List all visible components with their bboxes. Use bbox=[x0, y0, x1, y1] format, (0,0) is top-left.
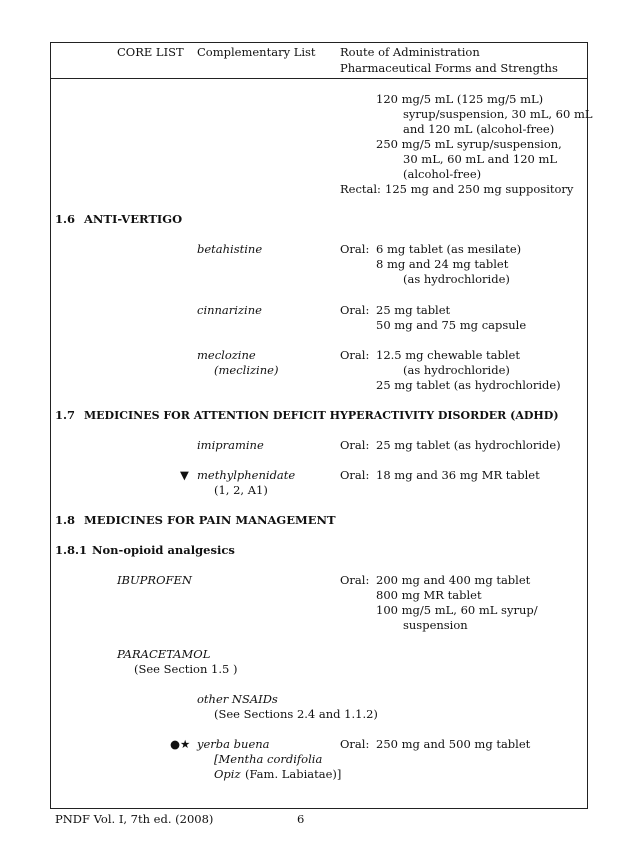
route-label: Oral: bbox=[340, 438, 370, 452]
latin-name: Opiz bbox=[214, 767, 241, 781]
section-number: 1.8 bbox=[55, 513, 76, 527]
header-route: Route of Administration bbox=[340, 45, 480, 59]
medicine-alt-name: (meclizine) bbox=[214, 363, 279, 377]
frame-tick bbox=[50, 300, 51, 310]
latin-name: [Mentha cordifolia bbox=[214, 752, 323, 766]
medicine-name: meclozine bbox=[197, 348, 256, 362]
form-line: (alcohol-free) bbox=[403, 167, 482, 181]
route-label: Oral: bbox=[340, 303, 370, 317]
medicine-name: methylphenidate bbox=[197, 468, 296, 482]
cross-reference: (See Section 1.5 ) bbox=[134, 662, 238, 676]
route-label: Oral: bbox=[340, 573, 370, 587]
medicine-name: PARACETAMOL bbox=[117, 647, 211, 661]
form-line: syrup/suspension, 30 mL, 60 mL bbox=[403, 107, 593, 121]
section-title: MEDICINES FOR ATTENTION DEFICIT HYPERACTIVITY DISORDER (ADHD) bbox=[84, 409, 559, 422]
route-label: Oral: bbox=[340, 242, 370, 256]
form-line: 250 mg and 500 mg tablet bbox=[376, 737, 531, 751]
form-line: (as hydrochloride) bbox=[403, 272, 510, 286]
form-line: 250 mg/5 mL syrup/suspension, bbox=[376, 137, 562, 151]
header-divider bbox=[50, 78, 588, 79]
header-core-list: CORE LIST bbox=[117, 45, 184, 59]
plant-family: (Fam. Labiatae)] bbox=[245, 767, 342, 781]
subsection-number: 1.8.1 bbox=[55, 543, 88, 557]
header-forms: Pharmaceutical Forms and Strengths bbox=[340, 61, 558, 75]
medicine-name: IBUPROFEN bbox=[117, 573, 192, 587]
form-line: 18 mg and 36 mg MR tablet bbox=[376, 468, 540, 482]
form-line: 50 mg and 75 mg capsule bbox=[376, 318, 527, 332]
form-line: 25 mg tablet (as hydrochloride) bbox=[376, 378, 561, 392]
form-line: 800 mg MR tablet bbox=[376, 588, 482, 602]
section-title: MEDICINES FOR PAIN MANAGEMENT bbox=[84, 513, 336, 527]
medicine-name: yerba buena bbox=[197, 737, 270, 751]
form-line: 25 mg tablet bbox=[376, 303, 451, 317]
subsection-title: Non-opioid analgesics bbox=[92, 543, 235, 557]
frame-tick bbox=[587, 300, 588, 310]
section-title: ANTI-VERTIGO bbox=[84, 212, 183, 226]
frame-tick bbox=[50, 624, 51, 634]
route-label: Oral: bbox=[340, 737, 370, 751]
medicine-note: (1, 2, A1) bbox=[214, 483, 268, 497]
form-line: 200 mg and 400 mg tablet bbox=[376, 573, 531, 587]
footer-publication: PNDF Vol. I, 7th ed. (2008) bbox=[55, 812, 214, 826]
medicine-name: imipramine bbox=[197, 438, 264, 452]
black-triangle-marker-icon: ▼ bbox=[180, 468, 189, 482]
route-label: Oral: bbox=[340, 348, 370, 362]
form-line: 125 mg and 250 mg suppository bbox=[385, 182, 574, 196]
medicine-name: betahistine bbox=[197, 242, 263, 256]
medicine-name: cinnarizine bbox=[197, 303, 262, 317]
herbal-star-marker-icon: ●★ bbox=[170, 737, 191, 751]
section-number: 1.6 bbox=[55, 212, 76, 226]
form-line: suspension bbox=[403, 618, 468, 632]
form-line: 120 mg/5 mL (125 mg/5 mL) bbox=[376, 92, 544, 106]
form-line: (as hydrochloride) bbox=[403, 363, 510, 377]
form-line: 12.5 mg chewable tablet bbox=[376, 348, 520, 362]
form-line: and 120 mL (alcohol-free) bbox=[403, 122, 555, 136]
form-line: 25 mg tablet (as hydrochloride) bbox=[376, 438, 561, 452]
section-number: 1.7 bbox=[55, 408, 76, 422]
header-complementary-list: Complementary List bbox=[197, 45, 316, 59]
form-line: 100 mg/5 mL, 60 mL syrup/ bbox=[376, 603, 538, 617]
cross-reference: (See Sections 2.4 and 1.1.2) bbox=[214, 707, 378, 721]
page-number: 6 bbox=[297, 812, 305, 826]
form-line: 30 mL, 60 mL and 120 mL bbox=[403, 152, 558, 166]
route-label: Oral: bbox=[340, 468, 370, 482]
medicine-name: other NSAIDs bbox=[197, 692, 278, 706]
frame-tick bbox=[587, 624, 588, 634]
route-label: Rectal: bbox=[340, 182, 381, 196]
form-line: 8 mg and 24 mg tablet bbox=[376, 257, 509, 271]
form-line: 6 mg tablet (as mesilate) bbox=[376, 242, 522, 256]
